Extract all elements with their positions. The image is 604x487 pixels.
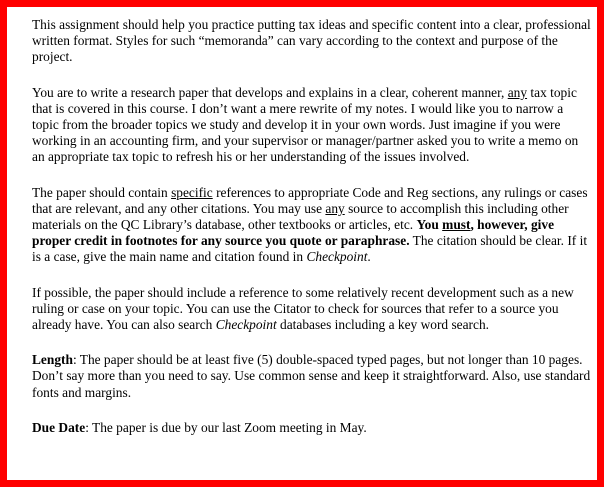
- references-text-2: references to appropriate Code and Reg sections, any rulings or cases that are relevant, and any other citations. You may use: [32, 184, 588, 216]
- references-text-4: The citation should be clear. If it is a case, give the main name and citation found in: [32, 233, 588, 265]
- references-bold-1: You: [416, 217, 443, 233]
- references-underline-specific: specific: [171, 184, 213, 200]
- length-label: Length: [32, 352, 73, 368]
- assignment-text-1: You are to write a research paper that develops and explains in a clear, coherent manner,: [32, 84, 508, 100]
- references-underline-any: any: [325, 200, 345, 216]
- document-body: [32, 17, 592, 455]
- references-italic-checkpoint: Checkpoint: [306, 249, 368, 265]
- recent-text-2: databases including a key word search.: [276, 317, 489, 333]
- paragraph-assignment: [32, 85, 592, 166]
- references-bold-2: , however, give proper credit in footnotes for any source you quote or paraphrase.: [32, 217, 555, 249]
- paragraph-length: [32, 352, 592, 401]
- intro-text: This assignment should help you practice putting tax ideas and specific content into a clear, professional written format. Styles for such “memoranda” can vary according to the context and purpose of the project.: [32, 17, 591, 65]
- paragraph-recent-development: [32, 285, 592, 334]
- length-text: : The paper should be at least five (5) double-spaced typed pages, but not longer than 10 pages. Don’t say more than you need to say. Use common sense and keep it straightforward. Also, use standard fonts and margins.: [32, 352, 591, 400]
- paragraph-due-date: [32, 420, 592, 436]
- due-date-label: Due Date: [32, 419, 86, 435]
- recent-text-1: If possible, the paper should include a reference to some relatively recent development such as a new ruling or case on your topic. You can use the Citator to check for sources that refer to a source you already have. You can also search: [32, 284, 574, 333]
- references-text-1: The paper should contain: [32, 184, 172, 200]
- assignment-underline-any: any: [507, 84, 528, 100]
- references-text-3: source to accomplish this including other materials on the QC Library’s database, other textbooks or articles, etc.: [32, 200, 569, 233]
- references-text-5: .: [367, 249, 371, 265]
- assignment-text-2: tax topic that is covered in this course. I don’t want a mere rewrite of my notes. I would like you to narrow a topic from the broader topics we study and develop it in your own words. Just imagine if you were working in an accounting firm, and your supervisor or manager/partner asked you to write a memo on an appropriate tax topic to refresh his or her understanding of the issues involved.: [32, 84, 579, 165]
- paragraph-intro: [32, 17, 592, 66]
- recent-italic-checkpoint: Checkpoint: [215, 317, 277, 333]
- due-date-text: : The paper is due by our last Zoom meeting in May.: [85, 419, 367, 435]
- references-bold-underline-must: must: [442, 217, 471, 233]
- paragraph-references: [32, 185, 592, 266]
